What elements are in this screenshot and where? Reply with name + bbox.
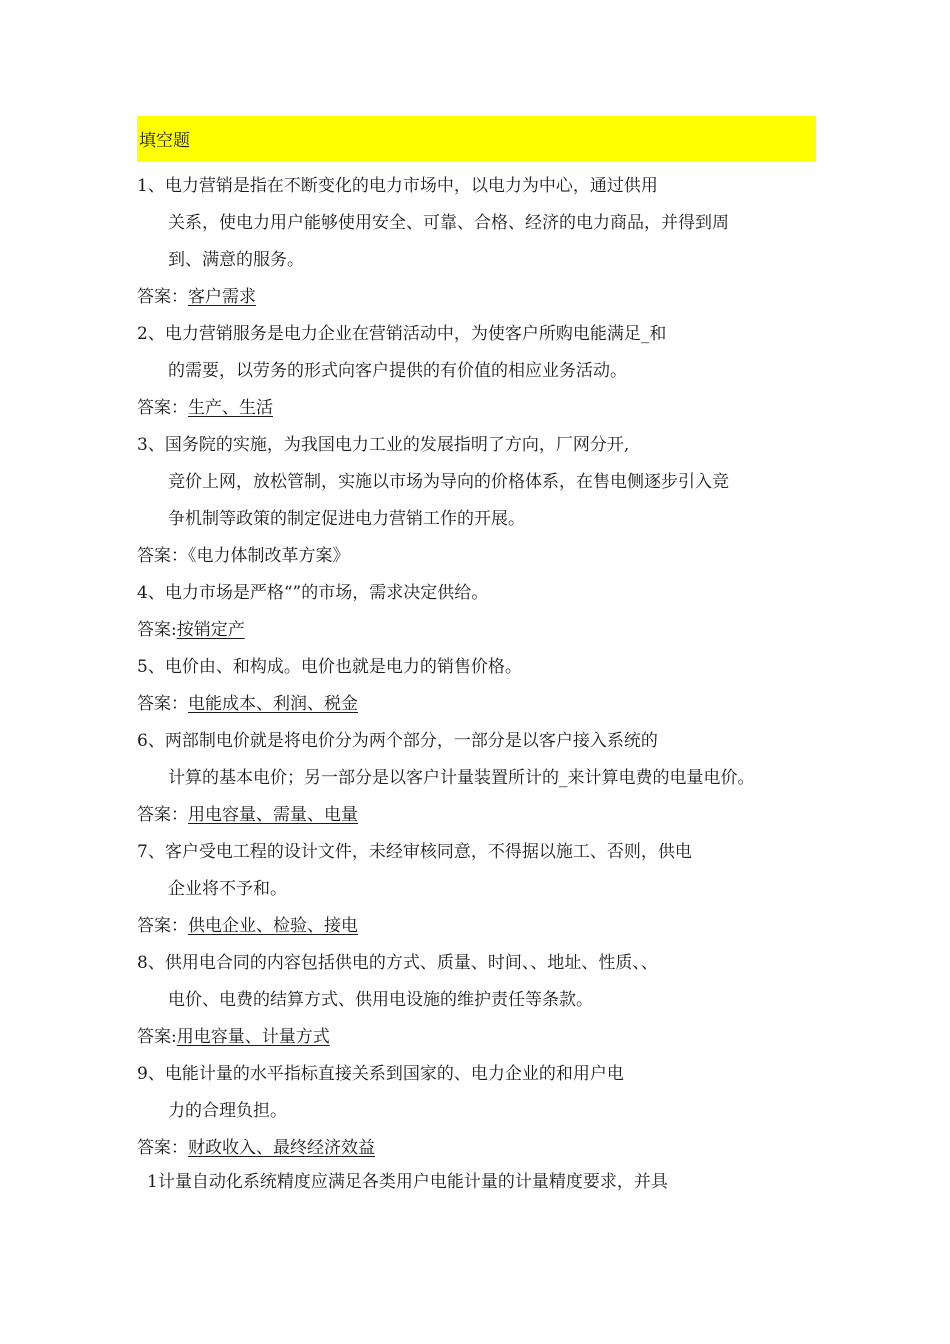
question-item <box>137 945 837 1056</box>
question-text-continued: 企业将不予和。 <box>168 879 287 899</box>
section-header: 填空题 <box>137 116 816 162</box>
question-text: 5、电价由、和构成。电价也就是电力的销售价格。 <box>137 657 522 677</box>
answer-row <box>137 797 837 834</box>
answer-value: 按销定产 <box>176 620 245 640</box>
question-item <box>137 316 837 427</box>
answer-value: 用电容量、计量方式 <box>176 1027 330 1047</box>
answer-label: 答案： <box>137 916 188 936</box>
answer-label: 答案: <box>137 620 177 640</box>
answer-label: 答案： <box>137 1138 188 1158</box>
question-text-continued: 计算的基本电价；另一部分是以客户计量装置所计的_来计算电费的电量电价。 <box>168 768 755 788</box>
answer-row <box>137 390 837 427</box>
question-item <box>137 575 837 649</box>
answer-row <box>137 686 837 723</box>
answer-label: 答案： <box>137 694 188 714</box>
question-text-continued: 到、满意的服务。 <box>168 250 304 270</box>
answer-row <box>137 908 837 945</box>
question-text: 8、供用电合同的内容包括供电的方式、质量、时间、、地址、性质、、 <box>137 953 658 973</box>
answer-row <box>137 1019 837 1056</box>
answer-label: 答案： <box>137 398 188 418</box>
question-text-continued: 竞价上网，放松管制，实施以市场为导向的价格体系，在售电侧逐步引入竞 <box>168 472 729 492</box>
answer-row <box>137 279 837 316</box>
question-item <box>137 427 837 575</box>
question-text-continued: 争机制等政策的制定促进电力营销工作的开展。 <box>168 509 525 529</box>
answer-row <box>137 612 837 649</box>
answer-value: 财政收入、最终经济效益 <box>188 1138 375 1158</box>
question-text-continued: 力的合理负担。 <box>168 1101 287 1121</box>
answer-value: 客户需求 <box>188 287 256 307</box>
question-item <box>137 834 837 945</box>
question-item <box>137 1056 837 1167</box>
question-item <box>137 168 837 316</box>
answer-value: 《电力体制改革方案》 <box>188 546 350 566</box>
answer-label: 答案: <box>137 1027 177 1047</box>
question-text: 6、两部制电价就是将电价分为两个部分，一部分是以客户接入系统的 <box>137 731 658 751</box>
question-text: 9、电能计量的水平指标直接关系到国家的、电力企业的和用户电 <box>137 1064 624 1084</box>
question-text: 4、电力市场是严格“”的市场，需求决定供给。 <box>137 583 489 603</box>
question-text-continued: 的需要，以劳务的形式向客户提供的有价值的相应业务活动。 <box>168 361 627 381</box>
answer-value: 电能成本、利润、税金 <box>188 694 358 714</box>
truncated-question-text: 1计量自动化系统精度应满足各类用户电能计量的计量精度要求，并具 <box>147 1172 668 1192</box>
question-text-continued: 关系，使电力用户能够使用安全、可靠、合格、经济的电力商品，并得到周 <box>168 213 729 233</box>
question-text: 1、电力营销是指在不断变化的电力市场中，以电力为中心，通过供用 <box>137 176 658 196</box>
answer-row <box>137 538 837 575</box>
question-text-continued: 电价、电费的结算方式、供用电设施的维护责任等条款。 <box>168 990 593 1010</box>
question-text: 7、客户受电工程的设计文件，未经审核同意，不得据以施工、否则，供电 <box>137 842 692 862</box>
answer-label: 答案： <box>137 287 188 307</box>
answer-label: 答案： <box>137 805 188 825</box>
question-text: 2、电力营销服务是电力企业在营销活动中，为使客户所购电能满足_和 <box>137 324 667 344</box>
question-text: 3、国务院的实施，为我国电力工业的发展指明了方向，厂网分开, <box>137 435 630 455</box>
answer-value: 用电容量、需量、电量 <box>188 805 358 825</box>
question-item <box>137 723 837 834</box>
answer-value: 生产、生活 <box>188 398 273 418</box>
answer-value: 供电企业、检验、接电 <box>188 916 358 936</box>
answer-row <box>137 1130 837 1167</box>
answer-label: 答案： <box>137 546 188 566</box>
question-item <box>137 649 837 723</box>
question-list <box>137 168 837 1197</box>
